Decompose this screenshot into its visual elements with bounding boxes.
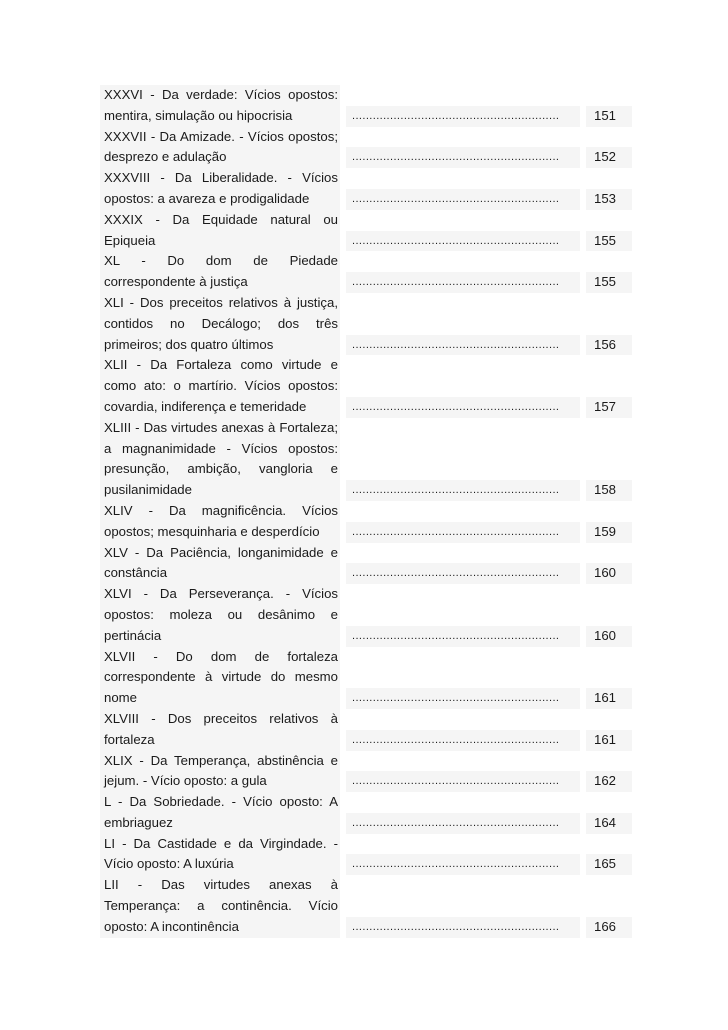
toc-page-number: 159 [586,522,632,543]
toc-page-number: 155 [586,272,632,293]
toc-row [100,418,632,501]
toc-entry-title: XXXVIII - Da Liberalidade. - Vícios opostos: a avareza e prodigalidade [100,168,340,210]
toc-row [100,168,632,210]
toc-entry-title: XXXIX - Da Equidade natural ou Epiqueia [100,210,340,252]
toc-dot-leader: ............................................................ [346,917,580,938]
toc-entry-title: XXXVII - Da Amizade. - Vícios opostos; desprezo e adulação [100,127,340,169]
table-of-contents [100,85,632,938]
toc-page-number: 160 [586,563,632,584]
toc-row [100,355,632,417]
toc-entry-title: LII - Das virtudes anexas à Temperança: a continência. Vício oposto: A incontinência [100,875,340,937]
toc-dot-leader: ............................................................ [346,563,580,584]
toc-row [100,501,632,543]
toc-dot-leader: ............................................................ [346,771,580,792]
toc-row [100,210,632,252]
toc-row [100,127,632,169]
toc-page-number: 158 [586,480,632,501]
toc-page-number: 162 [586,771,632,792]
toc-row [100,834,632,876]
toc-page-number: 157 [586,397,632,418]
toc-entry-title: XLII - Da Fortaleza como virtude e como ato: o martírio. Vícios opostos: covardia, indiferença e temeridade [100,355,340,417]
toc-dot-leader: ............................................................ [346,231,580,252]
toc-page-number: 152 [586,147,632,168]
toc-row [100,584,632,646]
toc-page-number: 151 [586,106,632,127]
toc-entry-title: L - Da Sobriedade. - Vício oposto: A embriaguez [100,792,340,834]
toc-page-number: 161 [586,688,632,709]
toc-dot-leader: ............................................................ [346,147,580,168]
toc-dot-leader: ............................................................ [346,189,580,210]
toc-page-number: 160 [586,626,632,647]
toc-entry-title: XLV - Da Paciência, longanimidade e constância [100,543,340,585]
toc-page-number: 155 [586,231,632,252]
toc-row [100,792,632,834]
toc-page-number: 161 [586,730,632,751]
toc-entry-title: XLIV - Da magnificência. Vícios opostos; mesquinharia e desperdício [100,501,340,543]
toc-dot-leader: ............................................................ [346,854,580,875]
toc-page-number: 153 [586,189,632,210]
toc-dot-leader: ............................................................ [346,688,580,709]
toc-entry-title: XLVIII - Dos preceitos relativos à fortaleza [100,709,340,751]
toc-row [100,709,632,751]
toc-entry-title: XLIII - Das virtudes anexas à Fortaleza; a magnanimidade - Vícios opostos: presunção, ambição, vangloria e pusilanimidade [100,418,340,501]
toc-dot-leader: ............................................................ [346,730,580,751]
toc-dot-leader: ............................................................ [346,626,580,647]
toc-entry-title: XL - Do dom de Piedade correspondente à justiça [100,251,340,293]
toc-dot-leader: ............................................................ [346,272,580,293]
toc-dot-leader: ............................................................ [346,397,580,418]
toc-row [100,85,632,127]
toc-page-number: 164 [586,813,632,834]
toc-dot-leader: ............................................................ [346,335,580,356]
toc-entry-title: XLVII - Do dom de fortaleza correspondente à virtude do mesmo nome [100,647,340,709]
toc-row [100,293,632,355]
toc-dot-leader: ............................................................ [346,522,580,543]
toc-dot-leader: ............................................................ [346,106,580,127]
toc-entry-title: XLI - Dos preceitos relativos à justiça, contidos no Decálogo; dos três primeiros; dos quatro últimos [100,293,340,355]
toc-page-number: 165 [586,854,632,875]
toc-row [100,875,632,937]
toc-row [100,647,632,709]
toc-dot-leader: ............................................................ [346,813,580,834]
toc-page-number: 156 [586,335,632,356]
toc-row [100,251,632,293]
toc-entry-title: XLIX - Da Temperança, abstinência e jejum. - Vício oposto: a gula [100,751,340,793]
toc-row [100,543,632,585]
toc-entry-title: XLVI - Da Perseverança. - Vícios opostos: moleza ou desânimo e pertinácia [100,584,340,646]
toc-entry-title: LI - Da Castidade e da Virgindade. - Vício oposto: A luxúria [100,834,340,876]
toc-page-number: 166 [586,917,632,938]
toc-entry-title: XXXVI - Da verdade: Vícios opostos: mentira, simulação ou hipocrisia [100,85,340,127]
toc-row [100,751,632,793]
toc-dot-leader: ............................................................ [346,480,580,501]
